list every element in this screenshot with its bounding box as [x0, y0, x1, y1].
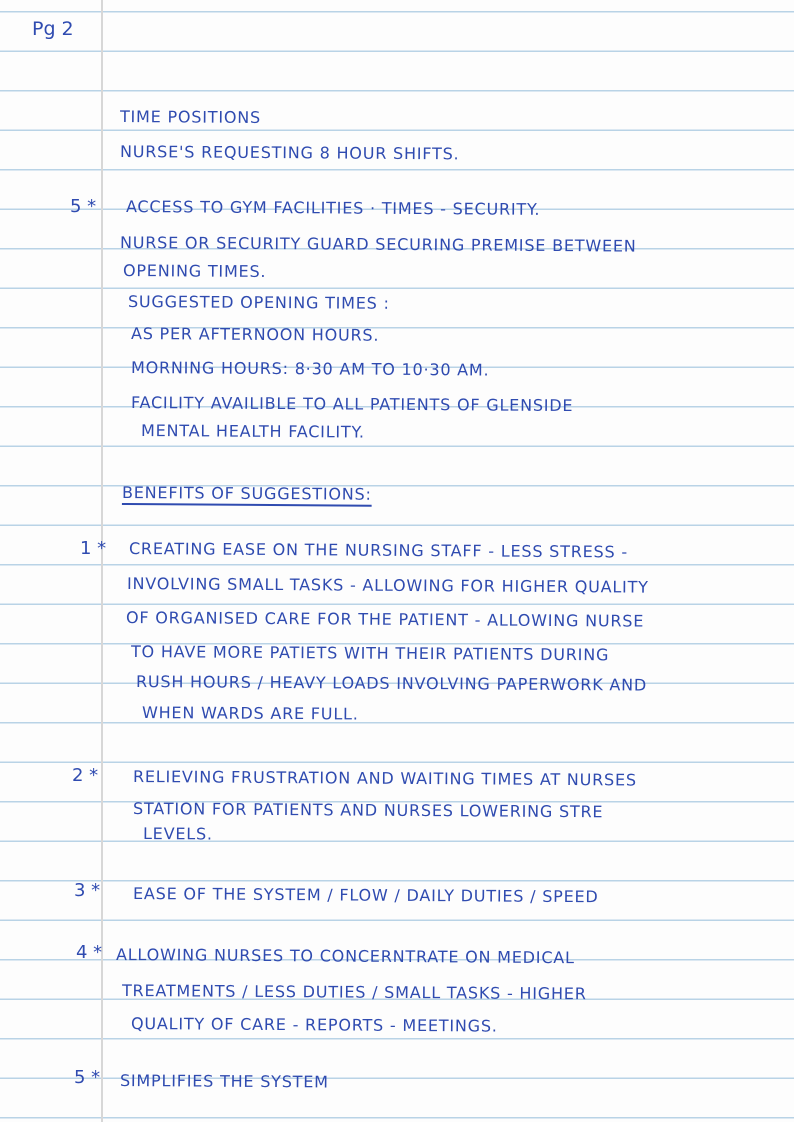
item-marker: 3 *: [74, 880, 101, 901]
note-line: QUALITY OF CARE - REPORTS - MEETINGS.: [130, 1014, 498, 1036]
item-marker: 1 *: [80, 538, 107, 559]
note-line: ACCESS TO GYM FACILITIES · TIMES - SECURITY.: [125, 197, 541, 219]
note-line: TREATMENTS / LESS DUTIES / SMALL TASKS - HIGHER: [121, 981, 587, 1004]
note-line: OF ORGANISED CARE FOR THE PATIENT - ALLOWING NURSE: [125, 608, 645, 631]
note-line: NURSE OR SECURITY GUARD SECURING PREMISE BETWEEN: [119, 233, 637, 256]
item-marker: 5 *: [70, 196, 97, 217]
note-line: CREATING EASE ON THE NURSING STAFF - LESS STRESS -: [128, 539, 629, 562]
note-line: EASE OF THE SYSTEM / FLOW / DAILY DUTIES / SPEED: [132, 884, 599, 907]
item-marker: 5 *: [74, 1067, 101, 1088]
note-line: ALLOWING NURSES TO CONCERNTRATE ON MEDICAL: [115, 945, 575, 968]
item-marker: 4 *: [76, 942, 103, 963]
note-line: MORNING HOURS: 8·30 AM TO 10·30 AM.: [130, 358, 490, 380]
note-line: TO HAVE MORE PATIETS WITH THEIR PATIENTS DURING: [130, 642, 610, 665]
note-line: WHEN WARDS ARE FULL.: [141, 703, 359, 724]
note-line: TIME POSITIONS: [119, 107, 262, 127]
note-line: STATION FOR PATIENTS AND NURSES LOWERING STRE: [132, 799, 604, 822]
page-number: Pg 2: [32, 18, 74, 40]
item-marker: 2 *: [72, 765, 99, 786]
note-line: RUSH HOURS / HEAVY LOADS INVOLVING PAPERWORK AND: [135, 672, 648, 695]
note-line: FACILITY AVAILIBLE TO ALL PATIENTS OF GLENSIDE: [130, 393, 574, 416]
note-line: NURSE'S REQUESTING 8 HOUR SHIFTS.: [119, 142, 460, 164]
note-line: SIMPLIFIES THE SYSTEM: [119, 1071, 329, 1092]
note-line: OPENING TIMES.: [122, 261, 267, 282]
note-line: LEVELS.: [142, 824, 213, 844]
note-line: SUGGESTED OPENING TIMES :: [127, 292, 390, 313]
note-line: AS PER AFTERNOON HOURS.: [130, 324, 380, 345]
note-line: MENTAL HEALTH FACILITY.: [140, 421, 365, 442]
section-heading: BENEFITS OF SUGGESTIONS:: [121, 483, 372, 504]
note-line: RELIEVING FRUSTRATION AND WAITING TIMES AT NURSES: [132, 767, 637, 790]
note-line: INVOLVING SMALL TASKS - ALLOWING FOR HIGHER QUALITY: [126, 574, 649, 597]
